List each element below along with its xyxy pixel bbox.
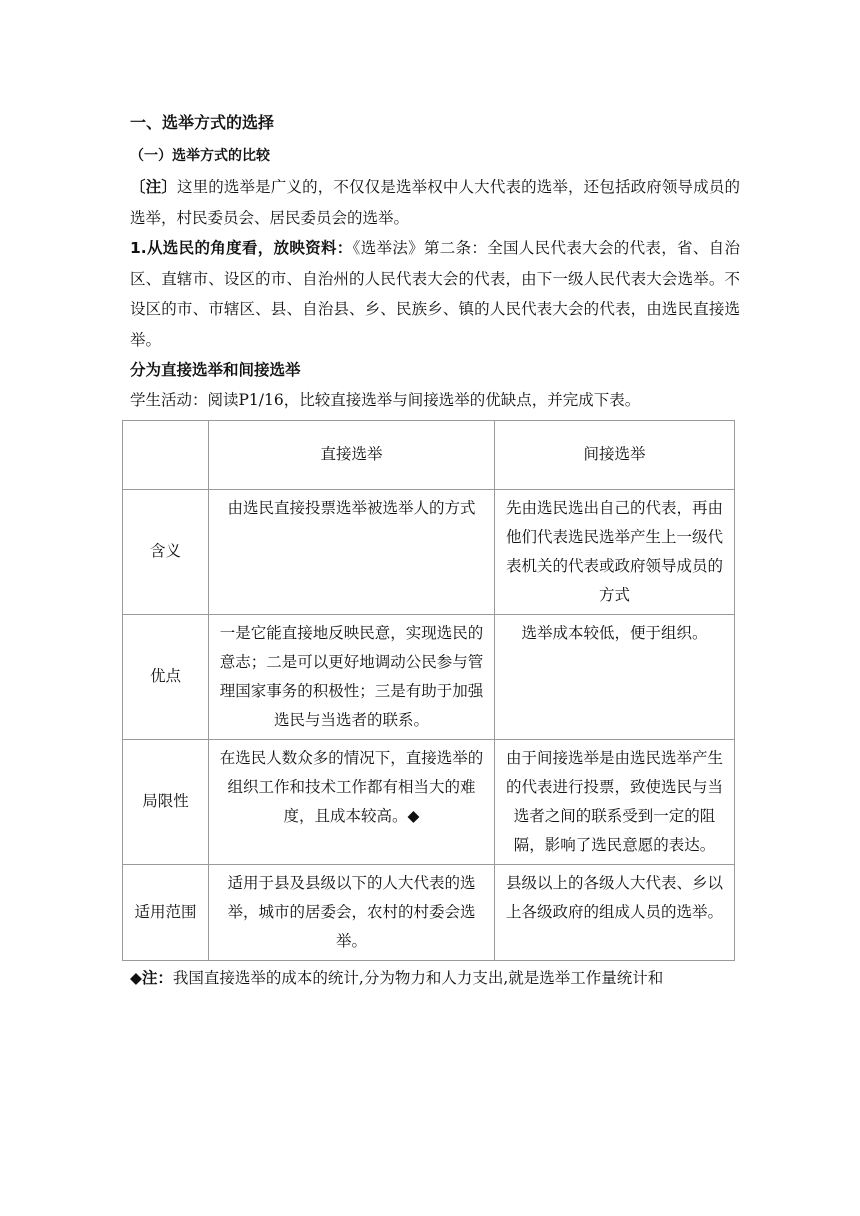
intro-note bbox=[130, 172, 740, 233]
cell-indirect-advantages: 选举成本较低，便于组织。 bbox=[495, 614, 735, 739]
cell-direct-limitations: 在选民人数众多的情况下，直接选举的组织工作和技术工作都有相当大的难度，且成本较高。◆ bbox=[209, 739, 495, 864]
election-types-heading: 分为直接选举和间接选举 bbox=[130, 361, 301, 379]
table-header-indirect: 间接选举 bbox=[495, 420, 735, 489]
point-1 bbox=[130, 233, 740, 355]
student-activity: 学生活动：阅读P1/16，比较直接选举与间接选举的优缺点，并完成下表。 bbox=[130, 391, 641, 409]
point-1-text: 《选举法》第二条：全国人民代表大会的代表，省、自治区、直辖市、设区的市、自治州的人民代表大会的代表，由下一级人民代表大会选举。不设区的市、市辖区、县、自治县、乡、民族乡、镇的人民代表大会的代表，由选民直接选举。 bbox=[130, 239, 740, 349]
table-row bbox=[123, 614, 735, 739]
row-label-meaning: 含义 bbox=[123, 489, 209, 614]
comparison-table bbox=[122, 420, 735, 961]
cell-indirect-scope: 县级以上的各级人大代表、乡以上各级政府的组成人员的选举。 bbox=[495, 864, 735, 960]
cell-direct-advantages: 一是它能直接地反映民意，实现选民的意志；二是可以更好地调动公民参与管理国家事务的积极性；三是有助于加强选民与当选者的联系。 bbox=[209, 614, 495, 739]
point-1-lead: 1.从选民的角度看，放映资料： bbox=[130, 239, 353, 257]
table-header-direct: 直接选举 bbox=[209, 420, 495, 489]
cell-indirect-meaning: 先由选民选出自己的代表，再由他们代表选民选举产生上一级代表机关的代表或政府领导成员的方式 bbox=[495, 489, 735, 614]
table-row bbox=[123, 739, 735, 864]
intro-note-text: 这里的选举是广义的，不仅仅是选举权中人大代表的选举，还包括政府领导成员的选举，村民委员会、居民委员会的选举。 bbox=[130, 178, 740, 227]
table-header-row bbox=[123, 420, 735, 489]
intro-note-label: 〔注〕 bbox=[130, 178, 177, 196]
row-label-scope: 适用范围 bbox=[123, 864, 209, 960]
cell-indirect-limitations: 由于间接选举是由选民选举产生的代表进行投票，致使选民与当选者之间的联系受到一定的阻隔，影响了选民意愿的表达。 bbox=[495, 739, 735, 864]
row-label-limitations: 局限性 bbox=[123, 739, 209, 864]
cell-direct-meaning: 由选民直接投票选举被选举人的方式 bbox=[209, 489, 495, 614]
table-row bbox=[123, 489, 735, 614]
bottom-note-label: ◆注： bbox=[130, 968, 173, 987]
table-row bbox=[123, 864, 735, 960]
row-label-advantages: 优点 bbox=[123, 614, 209, 739]
table-header-corner bbox=[123, 420, 209, 489]
bottom-note-text: 我国直接选举的成本的统计,分为物力和人力支出,就是选举工作量统计和 bbox=[172, 968, 664, 987]
document-page bbox=[130, 106, 740, 993]
bottom-note bbox=[130, 963, 740, 993]
section-title: 一、选举方式的选择 bbox=[130, 113, 275, 132]
cell-direct-scope: 适用于县及县级以下的人大代表的选举，城市的居委会，农村的村委会选举。 bbox=[209, 864, 495, 960]
subsection-title: （一）选举方式的比较 bbox=[130, 148, 270, 164]
